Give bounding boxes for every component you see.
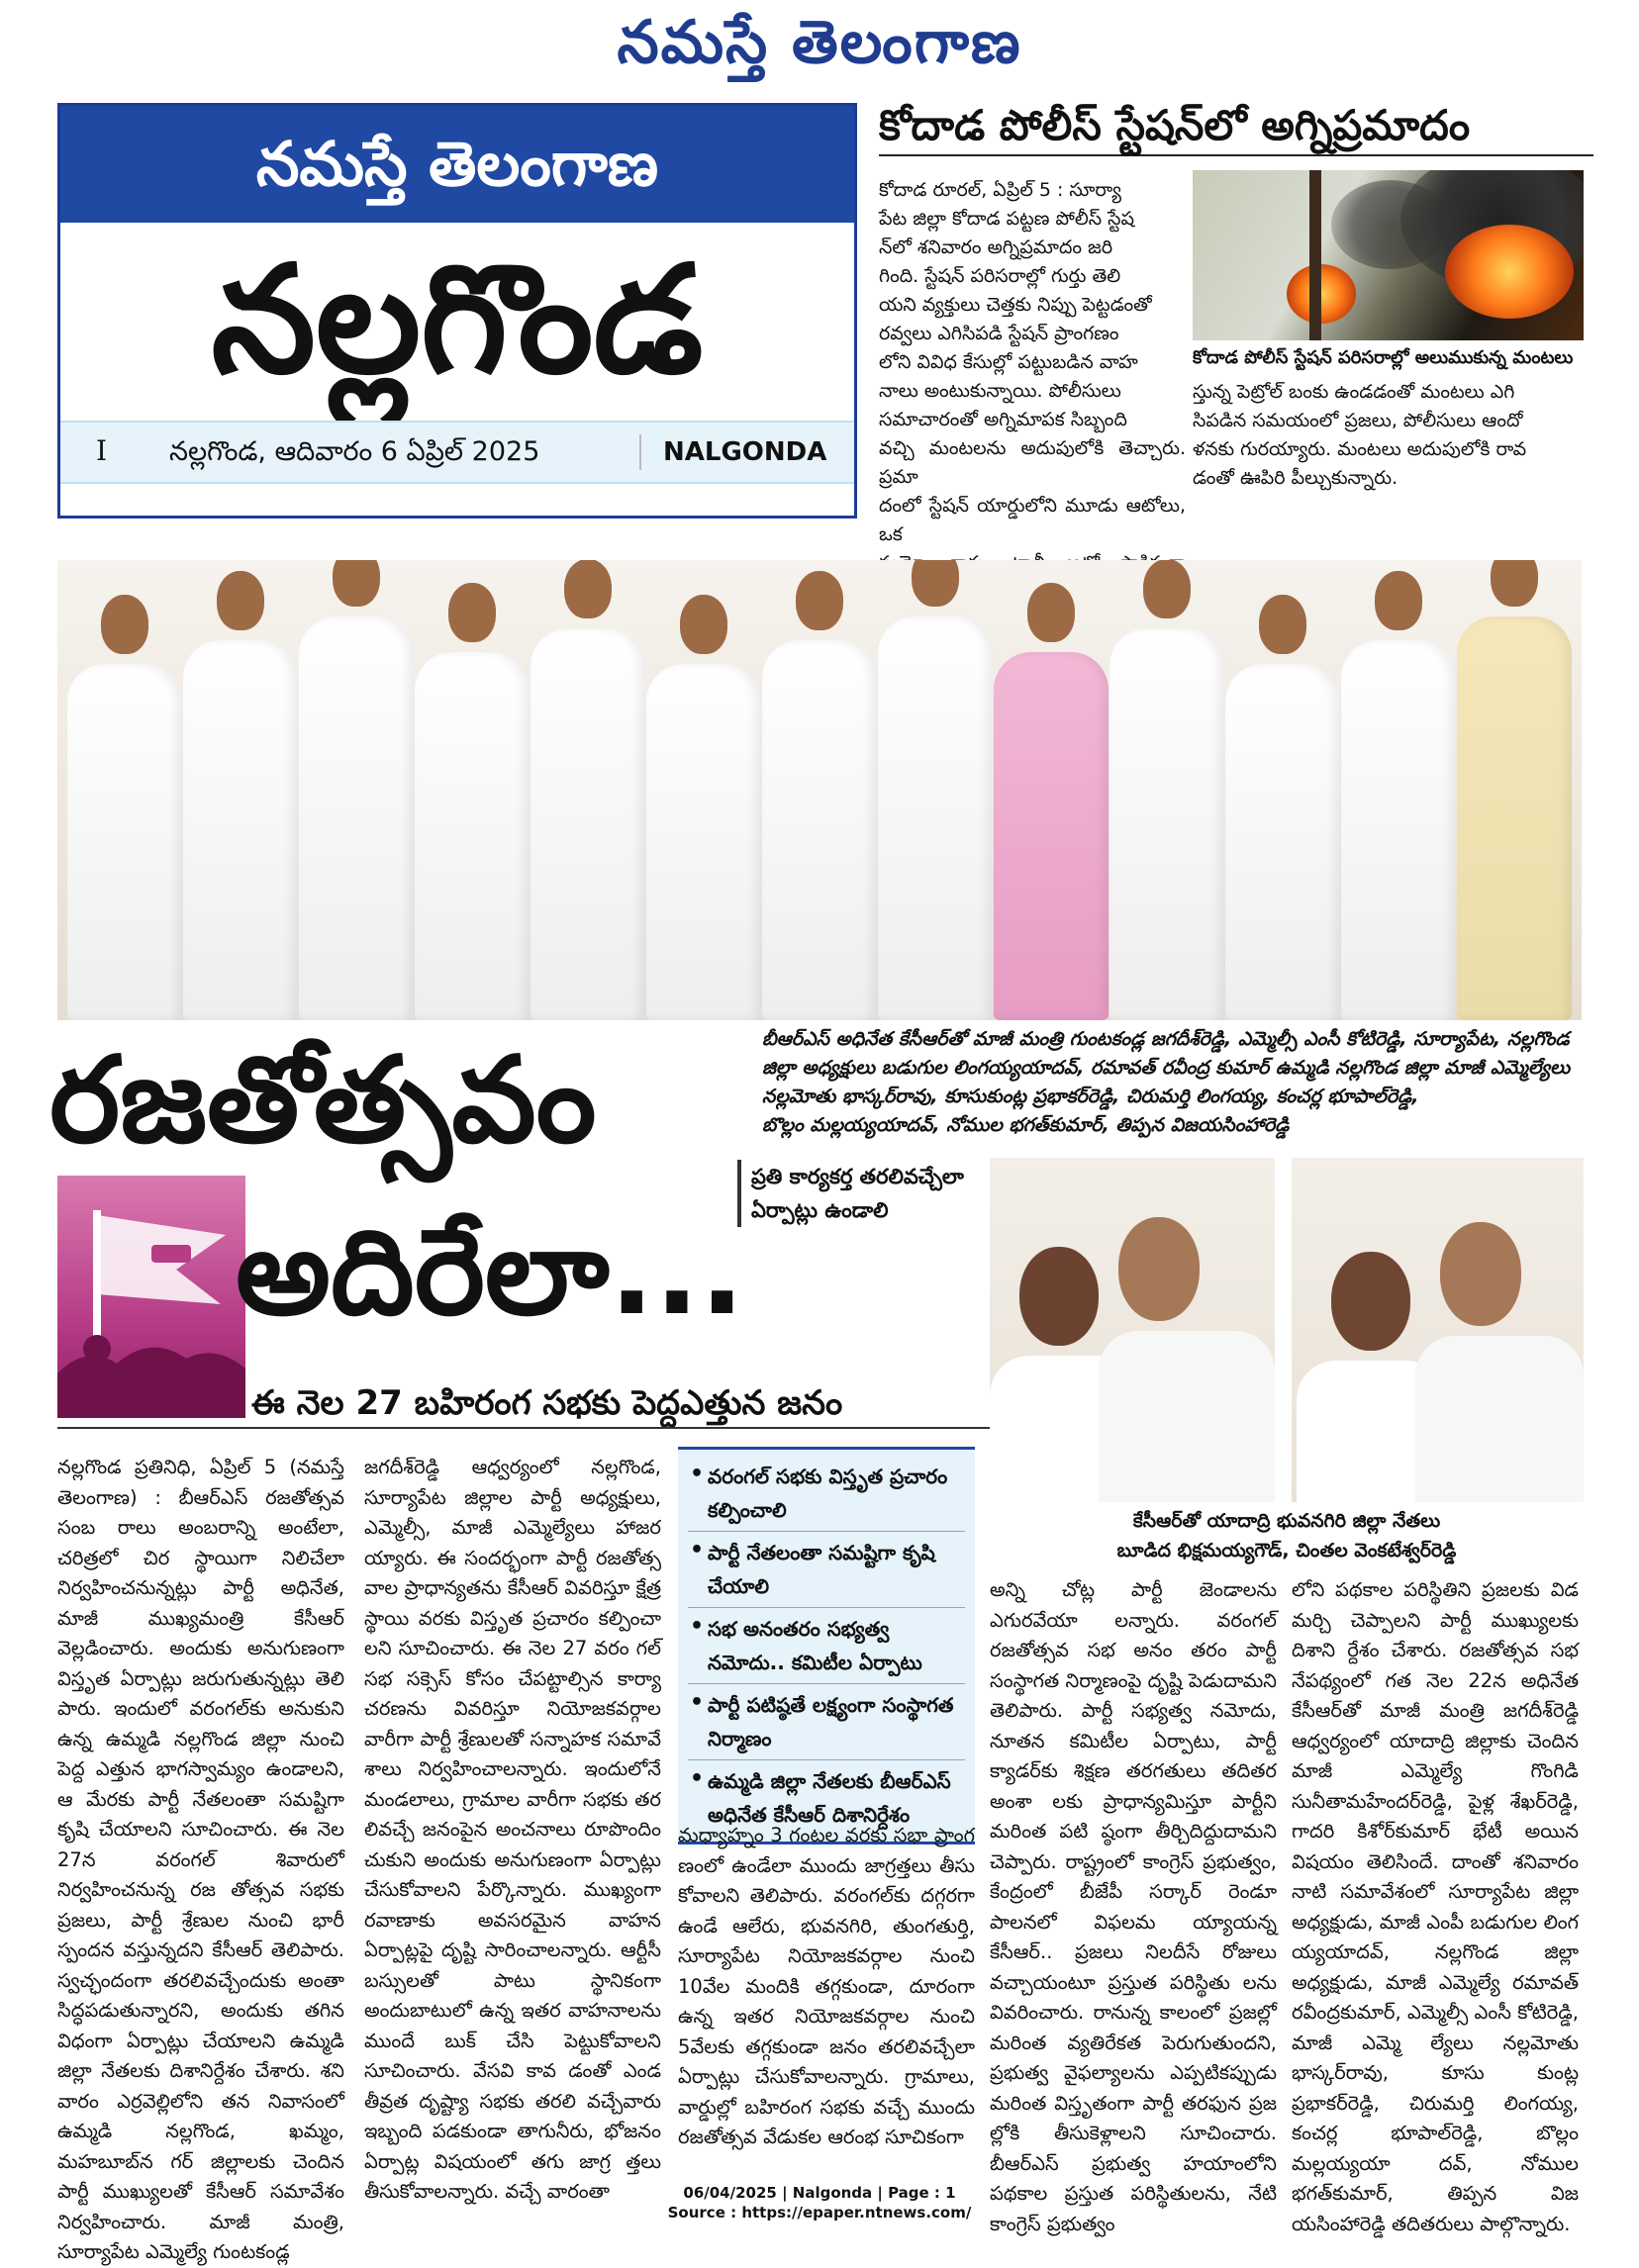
group-caption-line: నల్లమోతు భాస్కర్‌రావు, కూసుకుంట్ల ప్రభాకర్‌రెడ్డి, చిరుమర్తి లింగయ్య, కంచర్ల భూపాల్‌రెడ్డి, <box>762 1086 1419 1107</box>
highlight-bullet: • సభ అనంతరం సభ్యత్వ నమోదు.. కమిటీల ఏర్పాటు <box>688 1608 965 1684</box>
kcr-caption-line: బూడిద భిక్షమయ్యగౌడ్, చింతల వెంకటేశ్వర్‌రెడ్డి <box>1116 1540 1457 1561</box>
masthead-title: నమస్తే తెలంగాణ <box>617 8 1022 77</box>
fire-story-line: సిపడిన సమయంలో ప్రజలు, పోలీసులు ఆందో <box>1193 410 1523 431</box>
kcr-photos-caption <box>990 1506 1584 1565</box>
group-photo-caption <box>762 1025 1584 1140</box>
group-caption-line: బొల్లం మల్లయ్యయాదవ్, నోముల భగత్‌కుమార్, తిప్పన విజయసింహారెడ్డి <box>762 1114 1290 1136</box>
person-figure <box>530 560 645 1020</box>
flag-icon <box>57 1176 245 1418</box>
kcr-photo-right <box>1292 1158 1584 1502</box>
main-headline-line1: రజతోత్సవం <box>49 1032 597 1170</box>
person-figure <box>762 571 877 1020</box>
fire-story-line: కోదాడ రూరల్, ఏప్రిల్ 5 : సూర్యా <box>879 179 1121 201</box>
highlight-bullet: • పార్టీ నేతలంతా సమష్టిగా కృషి చేయాలి <box>688 1532 965 1608</box>
fire-story-line: గింది. స్టేషన్ పరిసరాల్లో గుర్తు తెలి <box>879 265 1121 287</box>
group-caption-line: జిల్లా అధ్యక్షులు బడుగుల లింగయ్యయాదవ్, రమావత్ రవీంద్ర కుమార్ ఉమ్మడి నల్లగొండ జిల్లా మాజీ ఎమ్మెల్యేలు <box>762 1057 1571 1079</box>
fire-photo-caption: కోదాడ పోలీస్ స్టేషన్ పరిసరాల్లో అలుముకున్న మంటలు <box>1193 347 1574 368</box>
page-footer <box>0 2183 1639 2222</box>
fire-photo <box>1193 170 1584 340</box>
highlights-box <box>678 1447 975 1844</box>
person-figure <box>994 583 1109 1020</box>
fire-story-line: న్‌లో శనివారం అగ్నిప్రమాదం జరి <box>879 236 1113 258</box>
person-figure <box>1457 560 1572 1020</box>
edition-date: నల్లగొండ, ఆదివారం 6 ఏప్రిల్ 2025 <box>169 436 540 467</box>
kcr-caption-line: కేసీఆర్‌తో యాదాద్రి భువనగిరి జిల్లా నేతలు <box>1132 1510 1441 1532</box>
fire-story-column-2 <box>1193 378 1589 493</box>
divider <box>57 1427 990 1429</box>
fire-story-line: సమాచారంతో అగ్నిమాపక సిబ్బంది <box>879 409 1127 430</box>
person-figure <box>67 595 182 1020</box>
edition-district: నల్లగొండ <box>211 235 704 407</box>
footer-date-line: 06/04/2025 | Nalgonda | Page : 1 <box>683 2184 956 2202</box>
fire-story-headline: కోదాడ పోలీస్ స్టేషన్‌లో అగ్నిప్రమాదం <box>879 97 1593 156</box>
group-caption-line: బీఆర్‌ఎస్ అధినేత కేసీఆర్‌తో మాజీ మంత్రి గుంటకండ్ల జగదీశ్‌రెడ్డి, ఎమ్మెల్సీ ఎంసీ కోటిరెడ్డి, సూర్యాపేట, నల్లగొండ <box>762 1028 1570 1050</box>
story-column-1: నల్లగొండ ప్రతినిధి, ఏప్రిల్ 5 (నమస్తే తెలంగాణ) : బీఆర్‌ఎస్ రజతోత్సవ సంబ రాలు అంబరాన్ని అంటేలా, చరిత్రలో చిర స్థాయిగా నిలిచేలా నిర్వహించనున్నట్లు పార్టీ అధినేత, మాజీ ముఖ్యమంత్రి కేసీఆర్ వెల్లడించారు. అందుకు అనుగుణంగా విస్తృత ఏర్పాట్లు జరుగుతున్నట్లు తెలి పారు. ఇందులో వరంగల్‌కు అనుకుని ఉన్న ఉమ్మడి నల్లగొండ జిల్లా నుంచి పెద్ద ఎత్తున భాగస్వామ్యం ఉండాలని, ఆ మేరకు పార్టీ నేతలంతా సమష్టిగా కృషి చేయాలని సూచించారు. ఈ నెల 27న వరంగల్ శివారులో నిర్వహించనున్న రజ తోత్సవ సభకు ప్రజలు, పార్టీ శ్రేణుల నుంచి భారీ స్పందన వస్తున్నదని కేసీఆర్ తెలిపారు. స్వచ్ఛందంగా తరలివచ్చేందుకు అంతా సిద్ధపడుతున్నారని, అందుకు తగిన విధంగా ఏర్పాట్లు చేయాలని ఉమ్మడి జిల్లా నేతలకు దిశానిర్దేశం చేశారు. శని వారం ఎర్రవెల్లిలోని తన నివాసంలో ఉమ్మడి నల్లగొండ, ఖమ్మం, మహబూబ్‌న గర్ జిల్లాలకు చెందిన పార్టీ ముఖ్యులతో కేసీఆర్ సమావేశం నిర్వహించారు. మాజీ మంత్రి, సూర్యాపేట ఎమ్మెల్యే గుంటకండ్ల <box>57 1456 344 2263</box>
person-figure <box>646 595 761 1020</box>
fire-story-line: వచ్చి మంటలను అదుపులోకి తెచ్చారు. ప్రమా <box>879 437 1186 488</box>
edition-paper-name: నమస్తే తెలంగాణ <box>60 106 854 223</box>
edition-date-bar <box>60 421 854 484</box>
section-number: I <box>96 434 108 467</box>
person-figure <box>1109 560 1224 1020</box>
story-column-2: జగదీశ్‌రెడ్డి ఆధ్వర్యంలో నల్లగొండ, సూర్యాపేట జిల్లాల పార్టీ అధ్యక్షులు, ఎమ్మెల్సీ, మాజీ ఎమ్మెల్యేలు హాజర య్యారు. ఈ సందర్భంగా పార్టీ రజతోత్స వాల ప్రాధాన్యతను కేసీఆర్ వివరిస్తూ క్షేత్ర స్థాయి వరకు విస్తృత ప్రచారం కల్పించా లని సూచించారు. ఈ నెల 27 వరం గల్ సభ సక్సెస్ కోసం చేపట్టాల్సిన కార్యా చరణను వివరిస్తూ నియోజకవర్గాల వారీగా పార్టీ శ్రేణులతో సన్నాహక సమావే శాలు నిర్వహించాలన్నారు. ఇందులోనే మండలాలు, గ్రామాల వారీగా సభకు తర లివచ్చే జనంపైన అంచనాలు రూపొందిం చుకుని అందుకు అనుగుణంగా ఏర్పాట్లు చేసుకోవాలని పేర్కొన్నారు. ముఖ్యంగా రవాణాకు అవసరమైన వాహన ఏర్పాట్లపై దృష్టి సారించాలన్నారు. ఆర్టీసీ బస్సులతో పాటు స్థానికంగా అందుబాటులో ఉన్న ఇతర వాహనాలను ముందే బుక్ చేసి పెట్టుకోవాలని సూచించారు. వేసవి కావ డంతో ఎండ తీవ్రత దృష్ట్యా సభకు తరలి వచ్చేవారు ఇబ్బంది పడకుండా తాగునీరు, భోజనం ఏర్పాట్ల విషయంలో తగు జాగ్ర త్తలు తీసుకోవాలన్నారు. వచ్చే వారంతా <box>364 1456 661 2203</box>
fire-story-line: స్తున్న పెట్రోల్ బంకు ఉండడంతో మంటలు ఎగి <box>1193 381 1515 403</box>
story-column-5: లోని పథకాల పరిస్థితిని ప్రజలకు విడ మర్చి చెప్పాలని పార్టీ ముఖ్యులకు దిశాని ర్దేశం చేశారు. రజతోత్సవ సభ నేపథ్యంలో గత నెల 22న అధినేత కేసీఆర్‌తో మాజీ మంత్రి జగదీశ్‌రెడ్డి ఆధ్వర్యంలో యాదాద్రి జిల్లాకు చెందిన మాజీ ఎమ్మెల్యే గొంగిడి సునీతామహేందర్‌రెడ్డి, పైళ్ల శేఖర్‌రెడ్డి, గాదరి కిశోర్‌కుమార్ భేటీ అయిన విషయం తెలిసిందే. దాంతో శనివారం నాటి సమావేశంలో సూర్యాపేట జిల్లా అధ్యక్షుడు, మాజీ ఎంపీ బడుగుల లింగ య్యయాదవ్, నల్లగొండ జిల్లా అధ్యక్షుడు, మాజీ ఎమ్మెల్యే రమావత్ రవీంద్రకుమార్, ఎమ్మెల్సీ ఎంసీ కోటిరెడ్డి, మాజీ ఎమ్మె ల్యేలు నల్లమోతు భాస్కర్‌రావు, కూసు కుంట్ల ప్రభాకర్‌రెడ్డి, చిరుమర్తి లింగయ్య, కంచర్ల భూపాల్‌రెడ్డి, బొల్లం మల్లయ్యయా దవ్, నోముల భగత్‌కుమార్, తిప్పన విజ యసింహారెడ్డి తదితరులు పాల్గొన్నారు. <box>1292 1578 1579 2235</box>
main-headline-line2: అదిరేలా... <box>236 1204 745 1342</box>
story-column-3: మధ్యాహ్నం 3 గంటల వరకు సభా ప్రాంగ ణంలో ఉండేలా ముందు జాగ్రత్తలు తీసు కోవాలని తెలిపారు. వరంగల్‌కు దగ్గరగా ఉండే ఆలేరు, భువనగిరి, తుంగతుర్తి, సూర్యాపేట నియోజకవర్గాల నుంచి 10వేల మందికి తగ్గకుండా, దూరంగా ఉన్న ఇతర నియోజకవర్గాల నుంచి 5వేలకు తగ్గకుండా జనం తరలివచ్చేలా ఏర్పాట్లు చేసుకోవాలన్నారు. గ్రామాలు, వార్డుల్లో బహిరంగ సభకు వచ్చే ముందు రజతోత్సవ వేడుకల ఆరంభ సూచికంగా <box>678 1824 975 2148</box>
highlight-bullet: • పార్టీ పటిష్ఠతే లక్ష్యంగా సంస్థాగత నిర్మాణం <box>688 1684 965 1760</box>
kcr-photo-left <box>990 1158 1275 1502</box>
person-figure <box>415 583 530 1020</box>
fire-story-line: యని వ్యక్తులు చెత్తకు నిప్పు పెట్టడంతో <box>879 294 1152 316</box>
fire-story-line: ళనకు గురయ్యారు. మంటలు అదుపులోకి రావ <box>1193 438 1527 460</box>
highlight-bullet: • ఉమ్మడి జిల్లా నేతలకు బీఆర్‌ఎస్ అధినేత కేసీఆర్ దిశానిర్దేశం <box>688 1760 965 1836</box>
fire-story-line: డంతో ఊపిరి పీల్చుకున్నారు. <box>1193 467 1398 489</box>
edition-district-en: NALGONDA <box>639 434 856 470</box>
person-figure <box>183 571 298 1020</box>
main-subheadline: ఈ నెల 27 బహిరంగ సభకు పెద్దఎత్తున జనం <box>251 1383 843 1423</box>
fire-story-line: నాలు అంటుకున్నాయి. పోలీసులు <box>879 380 1121 402</box>
side-note: ప్రతి కార్యకర్త తరలివచ్చేలా ఏర్పాట్లు ఉండాలి <box>737 1160 989 1227</box>
party-flag-graphic <box>57 1176 245 1418</box>
fire-story-line: దంలో స్టేషన్ యార్డులోని మూడు ఆటోలు, ఒక <box>879 495 1186 545</box>
person-figure <box>1225 595 1340 1020</box>
fire-story-line: పేట జిల్లా కోదాడ పట్టణ పోలీస్ స్టేష <box>879 208 1135 230</box>
person-figure <box>1341 571 1456 1020</box>
edition-banner <box>57 103 857 519</box>
highlight-bullet: • వరంగల్ సభకు విస్తృత ప్రచారం కల్పించాలి <box>688 1456 965 1532</box>
fire-story-line: లోని వివిధ కేసుల్లో పట్టుబడిన వాహ <box>879 351 1138 373</box>
footer-source-line: Source : https://epaper.ntnews.com/ <box>667 2204 972 2221</box>
person-figure <box>878 560 993 1020</box>
group-photo <box>57 560 1582 1020</box>
fire-story-line: రవ్వలు ఎగిసిపడి స్టేషన్ ప్రాంగణం <box>879 323 1119 344</box>
story-column-4: అన్ని చోట్ల పార్టీ జెండాలను ఎగురవేయా లన్నారు. వరంగల్ రజతోత్సవ సభ అనం తరం పార్టీ సంస్థాగత నిర్మాణంపై దృష్టి పెడుదామని తెలిపారు. పార్టీ సభ్యత్వ నమోదు, నూతన కమిటీల ఏర్పాటు, పార్టీ క్యాడర్‌కు శిక్షణ తరగతులు తదితర అంశా లకు ప్రాధాన్యమిస్తూ పార్టీని మరింత పటి ష్ఠంగా తీర్చిదిద్దుదామని చెప్పారు. రాష్ట్రంలో కాంగ్రెస్ ప్రభుత్వం, కేంద్రంలో బీజేపీ సర్కార్ రెండూ పాలనలో విఫలమ య్యాయన్న కేసీఆర్.. ప్రజలు నిలదీసే రోజులు వచ్చాయంటూ ప్రస్తుత పరిస్థితు లను వివరించారు. రానున్న కాలంలో ప్రజల్లో మరింత వ్యతిరేకత పెరుగుతుందని, ప్రభుత్వ వైఫల్యాలను ఎప్పటికప్పుడు మరింత విస్తృతంగా పార్టీ తరఫున ప్రజ ల్లోకి తీసుకెళ్లాలని సూచించారు. బీఆర్‌ఎస్ ప్రభుత్వ హయాంలోని పథకాల ప్రస్తుత పరిస్థితులను, నేటి కాంగ్రెస్ ప్రభుత్వం <box>990 1578 1277 2235</box>
person-figure <box>299 560 414 1020</box>
